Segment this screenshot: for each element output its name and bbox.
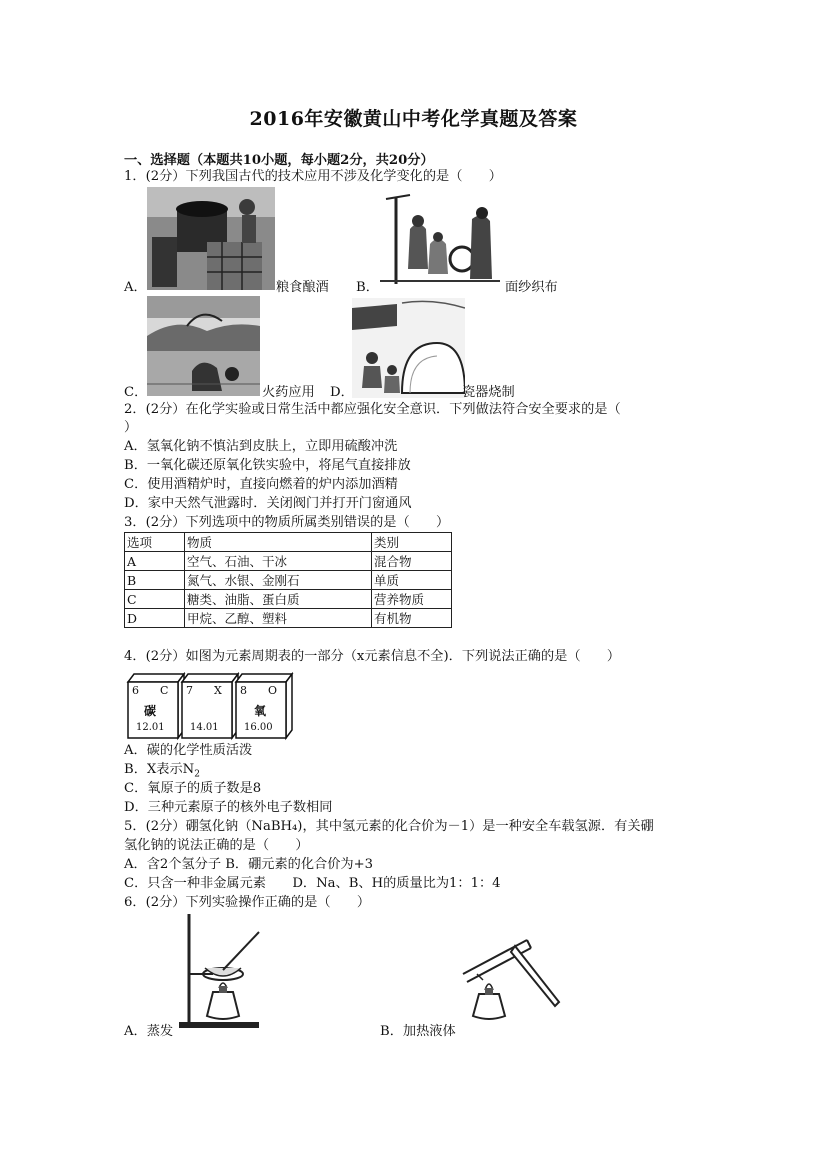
table-cell: 甲烷、乙醇、塑料	[185, 609, 372, 628]
q6-stem: 6．(2分）下列实验操作正确的是（ ）	[124, 895, 371, 910]
q4-option-c: C．氧原子的质子数是8	[124, 781, 262, 796]
table-cell: A	[125, 552, 185, 571]
heating-liquid-image	[455, 930, 567, 1030]
table-header: 选项	[125, 533, 185, 552]
q1-b-label: 面纱织布	[505, 280, 558, 295]
element-name: 氧	[254, 704, 267, 718]
brewing-image	[147, 187, 275, 290]
evaporation-apparatus-image	[175, 912, 270, 1032]
q1-c-label: 火药应用	[262, 385, 315, 400]
element-number: 7	[186, 684, 193, 697]
q1-a-label: 粮食酿酒	[276, 280, 329, 295]
section-heading: 一、选择题（本题共10小题，每小题2分，共20分）	[124, 153, 434, 168]
table-cell: D	[125, 609, 185, 628]
q2-option-b: B．一氧化碳还原氧化铁实验中，将尾气直接排放	[124, 458, 411, 473]
table-header: 类别	[372, 533, 452, 552]
q5-stem: 5．(2分）硼氢化钠（NaBH₄)，其中氢元素的化合价为－1）是一种安全车载氢源．有关硼	[124, 819, 654, 834]
q2-stem: 2．(2分）在化学实验或日常生活中都应强化安全意识．下列做法符合安全要求的是（	[124, 402, 621, 417]
table-cell: C	[125, 590, 185, 609]
q1-c-letter: C．	[124, 385, 148, 400]
weaving-image	[380, 189, 500, 290]
q4-option-b-sub: 2	[194, 769, 200, 780]
element-mass: 16.00	[244, 722, 273, 733]
q3-table	[124, 532, 452, 628]
q4-stem: 4．(2分）如图为元素周期表的一部分（x元素信息不全)．下列说法正确的是（ ）	[124, 649, 621, 664]
q2-option-a: A．氢氧化钠不慎沾到皮肤上，立即用硫酸冲洗	[124, 439, 398, 454]
element-name: 碳	[144, 704, 157, 718]
q3-stem: 3．(2分）下列选项中的物质所属类别错误的是（ ）	[124, 515, 450, 530]
element-symbol: O	[268, 684, 278, 697]
element-number: 8	[240, 684, 247, 697]
table-cell: B	[125, 571, 185, 590]
q5-options-ab: A．含2个氢分子 B．硼元素的化合价为+3	[124, 857, 374, 872]
table-row	[125, 609, 452, 628]
q2-stem-end: ）	[124, 420, 138, 435]
q4-option-a: A．碳的化学性质活泼	[124, 743, 253, 758]
table-cell: 混合物	[372, 552, 452, 571]
table-header-row	[125, 533, 452, 552]
q5-stem-cont: 氢化钠的说法正确的是（ ）	[124, 838, 309, 853]
q2-option-c: C．使用酒精炉时，直接向燃着的炉内添加酒精	[124, 477, 398, 492]
q6-option-b: B．加热液体	[380, 1024, 456, 1039]
element-number: 6	[132, 684, 139, 697]
table-cell: 营养物质	[372, 590, 452, 609]
element-mass: 12.01	[136, 722, 165, 733]
element-symbol: C	[160, 684, 169, 697]
table-cell: 空气、石油、干冰	[185, 552, 372, 571]
q1-b-letter: B．	[356, 280, 379, 295]
element-mass: 14.01	[190, 722, 219, 733]
table-cell: 糖类、油脂、蛋白质	[185, 590, 372, 609]
q6-option-a: A．蒸发	[124, 1024, 174, 1039]
q4-option-d: D．三种元素原子的核外电子数相同	[124, 800, 333, 815]
gunpowder-image	[147, 296, 260, 396]
porcelain-image	[352, 298, 465, 398]
q1-stem: 1．(2分）下列我国古代的技术应用不涉及化学变化的是（ ）	[124, 169, 502, 184]
q1-a-letter: A．	[124, 280, 147, 295]
table-row	[125, 571, 452, 590]
q1-d-letter: D．	[330, 385, 354, 400]
q5-options-cd: C．只含一种非金属元素 D．Na、B、H的质量比为1：1：4	[124, 876, 501, 891]
q4-option-b-text: B．X表示N	[124, 762, 195, 777]
q1-d-label: 瓷器烧制	[462, 385, 515, 400]
table-cell: 单质	[372, 571, 452, 590]
table-header: 物质	[185, 533, 372, 552]
page-title: 2016年安徽黄山中考化学真题及答案	[249, 108, 578, 130]
table-row	[125, 590, 452, 609]
periodic-table-fragment	[126, 672, 304, 744]
table-cell: 有机物	[372, 609, 452, 628]
element-symbol: X	[214, 684, 222, 697]
table-cell: 氮气、水银、金刚石	[185, 571, 372, 590]
table-row	[125, 552, 452, 571]
q2-option-d: D．家中天然气泄露时．关闭阀门并打开门窗通风	[124, 496, 412, 511]
